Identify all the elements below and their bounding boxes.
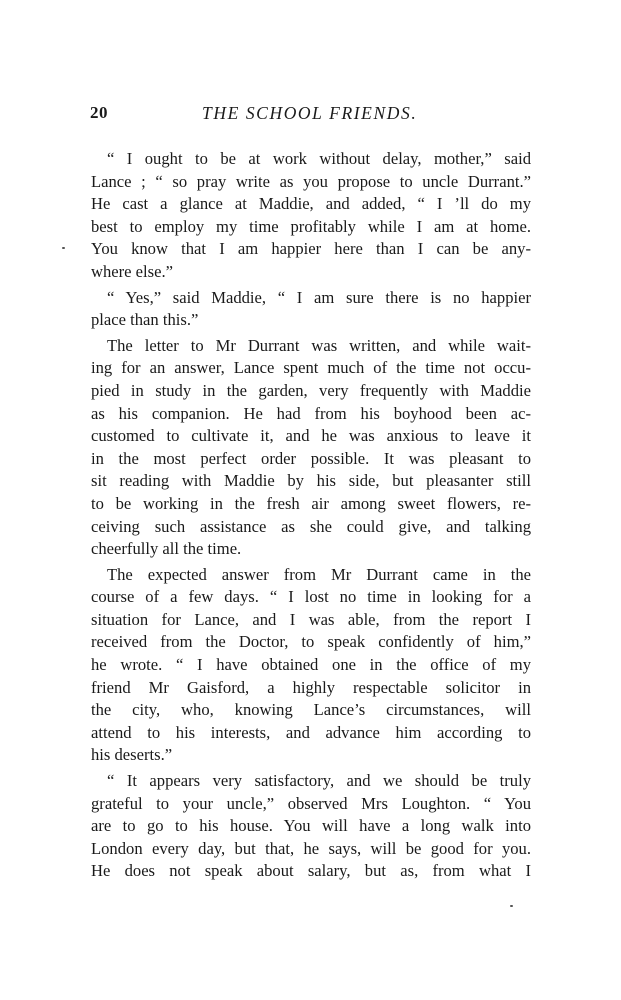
paragraph bbox=[91, 287, 531, 332]
text-line: to be working in the fresh air among sweet flowers, re- bbox=[91, 493, 531, 513]
text-line: grateful to your uncle,” observed Mrs Loughton. “ You bbox=[91, 793, 531, 813]
text-line: He cast a glance at Maddie, and added, “ I ’ll do my bbox=[91, 194, 531, 214]
print-speck bbox=[510, 905, 513, 907]
text-line: as his companion. He had from his boyhood been ac- bbox=[91, 403, 531, 423]
text-line: attend to his interests, and advance him according to bbox=[91, 722, 531, 742]
text-line: London every day, but that, he says, will be good for you. bbox=[91, 838, 531, 858]
text-line: pied in study in the garden, very frequently with Maddie bbox=[91, 380, 531, 400]
text-line: situation for Lance, and I was able, from the report I bbox=[91, 609, 531, 629]
text-line: He does not speak about salary, but as, from what I bbox=[91, 861, 531, 881]
text-line: sit reading with Maddie by his side, but pleasanter still bbox=[91, 471, 531, 491]
text-line: received from the Doctor, to speak confidently of him,” bbox=[91, 632, 531, 652]
text-line: “ Yes,” said Maddie, “ I am sure there is no happier bbox=[107, 287, 531, 307]
paragraph bbox=[91, 770, 531, 883]
text-line: best to employ my time profitably while I am at home. bbox=[91, 216, 531, 236]
text-line: Lance ; “ so pray write as you propose to uncle Durrant.” bbox=[91, 171, 531, 191]
text-line: course of a few days. “ I lost no time in looking for a bbox=[91, 587, 531, 607]
text-line: in the most perfect order possible. It was pleasant to bbox=[91, 448, 531, 468]
text-line: place than this.” bbox=[91, 310, 199, 330]
text-line: The letter to Mr Durrant was written, and while wait- bbox=[107, 335, 531, 355]
running-title: THE SCHOOL FRIENDS. bbox=[202, 103, 418, 123]
text-line: friend Mr Gaisford, a highly respectable solicitor in bbox=[91, 677, 531, 697]
paragraph bbox=[91, 564, 531, 767]
paragraph bbox=[91, 148, 531, 284]
text-line: “ I ought to be at work without delay, mother,” said bbox=[107, 149, 531, 168]
text-line: ceiving such assistance as she could give, and talking bbox=[91, 516, 531, 536]
text-line: he wrote. “ I have obtained one in the office of my bbox=[91, 655, 531, 675]
page-number: 20 bbox=[90, 103, 108, 122]
text-line: the city, who, knowing Lance’s circumstances, will bbox=[91, 700, 531, 720]
text-line: cheerfully all the time. bbox=[91, 539, 242, 559]
text-line: The expected answer from Mr Durrant came in the bbox=[107, 564, 531, 584]
text-line: customed to cultivate it, and he was anxious to leave it bbox=[91, 426, 531, 446]
text-line: You know that I am happier here than I can be any- bbox=[91, 239, 531, 259]
print-speck bbox=[62, 247, 65, 249]
page-header bbox=[90, 103, 530, 129]
paragraph bbox=[91, 335, 531, 561]
text-line: his deserts.” bbox=[91, 745, 173, 765]
text-line: “ It appears very satisfactory, and we should be truly bbox=[107, 771, 531, 791]
text-line: where else.” bbox=[91, 261, 173, 281]
text-line: are to go to his house. You will have a long walk into bbox=[91, 816, 531, 836]
body-text bbox=[91, 148, 531, 883]
text-line: ing for an answer, Lance spent much of the time not occu- bbox=[91, 358, 531, 378]
